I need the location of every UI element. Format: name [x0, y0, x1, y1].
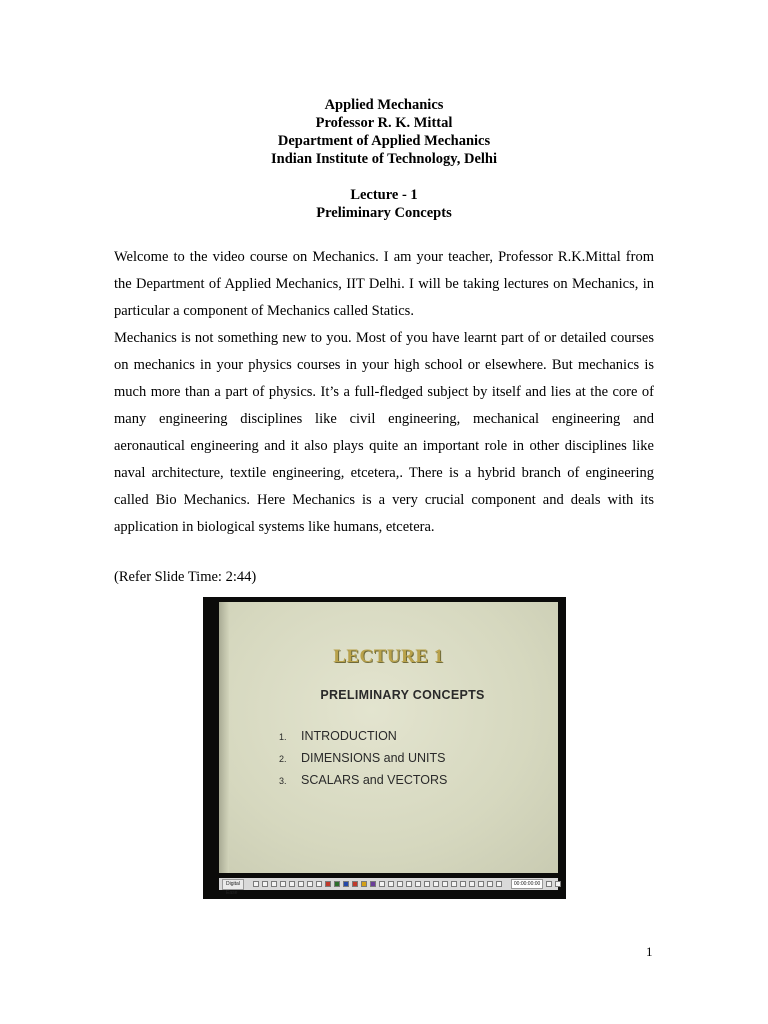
toolbar-tool-button	[460, 881, 466, 887]
slide-subtitle: PRELIMINARY CONCEPTS	[320, 688, 485, 702]
department-name: Department of Applied Mechanics	[277, 133, 491, 149]
toolbar-tool-button	[496, 881, 502, 887]
toolbar-color-swatch	[361, 881, 367, 887]
toolbar-tool-button	[442, 881, 448, 887]
toolbar-color-swatch	[343, 881, 349, 887]
toolbar-color-swatch	[325, 881, 331, 887]
document-header	[0, 96, 768, 222]
list-number: 3.	[279, 776, 287, 786]
toolbar-tool-button	[253, 881, 259, 887]
toolbar-color-swatch	[370, 881, 376, 887]
toolbar-tool-button	[546, 881, 552, 887]
slide-list-item	[279, 726, 447, 748]
institute-name: Indian Institute of Technology, Delhi	[270, 151, 498, 167]
toolbar-tool-button	[298, 881, 304, 887]
refer-slide-time: (Refer Slide Time: 2:44)	[114, 569, 257, 585]
paragraph-intro: Welcome to the video course on Mechanics. I am your teacher, Professor R.K.Mittal from the Department of Applied Mechanics, IIT Delhi. I will be taking lectures on Mechanics, in particular a component of Mechanics called Statics.	[114, 249, 654, 319]
slide-topic-list	[279, 726, 447, 792]
toolbar-tool-button	[424, 881, 430, 887]
toolbar-tool-button	[289, 881, 295, 887]
toolbar-tool-button	[262, 881, 268, 887]
toolbar-tool-button	[478, 881, 484, 887]
toolbar-tool-button	[271, 881, 277, 887]
toolbar-time-display: 00:00:00:00	[511, 879, 543, 889]
slide-toolbar	[219, 878, 558, 896]
toolbar-tool-button	[397, 881, 403, 887]
slide-screen	[219, 602, 558, 873]
toolbar-color-swatch	[352, 881, 358, 887]
body-text	[114, 244, 654, 541]
toolbar-app-label: Digital Ease	[222, 879, 244, 890]
toolbar-tool-button	[555, 881, 561, 887]
toolbar-tool-button	[307, 881, 313, 887]
toolbar-tool-button	[379, 881, 385, 887]
toolbar-tool-button	[280, 881, 286, 887]
slide-title: LECTURE 1	[333, 646, 444, 667]
slide-image	[203, 597, 566, 899]
slide-edge	[219, 602, 229, 873]
list-text: INTRODUCTION	[301, 729, 397, 743]
page-number: 1	[646, 944, 653, 959]
toolbar-tool-button	[406, 881, 412, 887]
toolbar-tool-button	[487, 881, 493, 887]
list-number: 2.	[279, 754, 287, 764]
toolbar-tool-button	[433, 881, 439, 887]
list-text: SCALARS and VECTORS	[301, 773, 448, 787]
toolbar-color-swatch	[334, 881, 340, 887]
toolbar-tool-button	[469, 881, 475, 887]
paragraph-mechanics: Mechanics is not something new to you. Most of you have learnt part of or detailed courses on mechanics in your physics courses in your high school or elsewhere. But mechanics is much more than a part of physics. It’s a full-fledged subject by itself and lies at the core of many engineering disciplines like civil engineering, mechanical engineering and aeronautical engineering and it also plays quite an important role in other disciplines like naval architecture, textile engineering, etcetera,. There is a hybrid branch of engineering called Bio Mechanics. Here Mechanics is a very crucial component and deals with its application in biological systems like humans, etcetera.	[114, 330, 654, 535]
slide-list-item	[279, 748, 447, 770]
toolbar-tool-button	[415, 881, 421, 887]
slide-list-item	[279, 770, 447, 792]
header-spacer	[0, 168, 768, 186]
toolbar-tool-button	[316, 881, 322, 887]
lecture-number: Lecture - 1	[350, 187, 418, 203]
list-number: 1.	[279, 732, 287, 742]
lecture-topic: Preliminary Concepts	[316, 205, 452, 221]
professor-name: Professor R. K. Mittal	[315, 115, 453, 131]
toolbar-tool-button	[451, 881, 457, 887]
toolbar-tool-button	[388, 881, 394, 887]
list-text: DIMENSIONS and UNITS	[301, 751, 446, 765]
course-title: Applied Mechanics	[324, 97, 444, 113]
